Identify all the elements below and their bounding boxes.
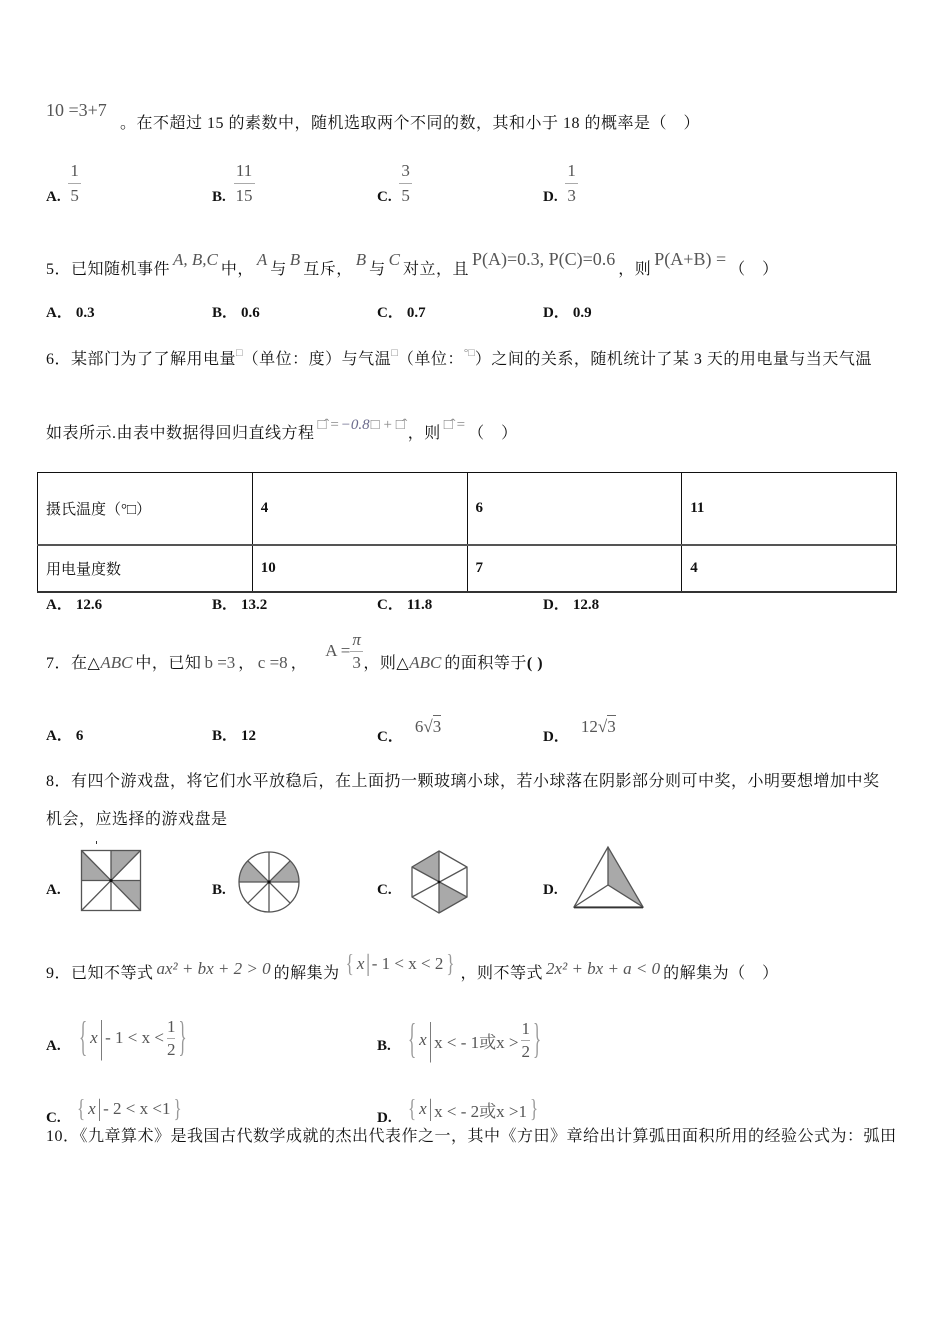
q6-option-c <box>377 595 432 615</box>
option-label: B． <box>212 597 238 613</box>
option-label: D． <box>543 597 569 613</box>
option-label: B． <box>212 728 238 744</box>
q9-option-c-label: C. <box>46 1110 61 1126</box>
q9-option-c-set <box>74 1093 185 1125</box>
set-variable: x <box>356 954 365 973</box>
q5-math: B <box>355 250 367 269</box>
missing-glyph-box: □ <box>391 347 398 359</box>
q8-option-a-label: A. <box>46 882 61 898</box>
q7-text: ，则△ <box>363 655 410 672</box>
fraction <box>399 161 412 206</box>
option-label: C. <box>377 189 392 205</box>
q5-math: A <box>256 250 268 269</box>
q9-text: 的解集为 <box>273 965 340 982</box>
radicand: 3 <box>607 717 616 736</box>
q5-math: P(A)=0.3, P(C)=0.6 <box>471 249 616 269</box>
q6-text: （ ） <box>468 425 518 442</box>
table-row <box>38 545 897 592</box>
option-label: D． <box>543 729 569 745</box>
set-variable: x <box>419 1030 427 1049</box>
q5-text: （ ） <box>729 261 779 278</box>
table-cell: 11 <box>682 473 897 545</box>
left-brace: { <box>408 1015 417 1063</box>
fraction <box>167 1016 176 1061</box>
q7-text: ， <box>238 655 255 672</box>
stray-mark <box>96 841 97 844</box>
degree-unit-box: °□ <box>463 347 475 359</box>
denominator: 3 <box>352 653 362 672</box>
data-table <box>37 472 897 593</box>
option-value: 0.9 <box>572 305 592 321</box>
q4-option-c <box>377 161 412 207</box>
q6-text: ，则 <box>407 425 441 442</box>
angle-fraction <box>350 631 363 672</box>
right-brace: } <box>446 949 455 978</box>
option-label: A． <box>46 305 72 321</box>
option-label: A． <box>46 597 72 613</box>
q10-text: 10．《九章算术》是我国古代数学成就的杰出代表作之一，其中《方田》章给出计算弧田面积所用的经验公式为：弧田 <box>46 1128 897 1145</box>
missing-glyph-box: □ <box>236 347 243 359</box>
option-value: 12 <box>241 728 257 744</box>
q8-text: 8．有四个游戏盘，将它们水平放稳后，在上面扔一颗玻璃小球，若小球落在阴影部分则可中奖，小明要想增加中奖 <box>46 773 880 790</box>
q5-math: C <box>388 250 400 269</box>
fraction <box>565 161 578 206</box>
inequality-2: 2x² + bx + a < 0 <box>546 959 661 978</box>
set-variable: x <box>90 1028 98 1047</box>
denominator: 2 <box>166 1039 176 1059</box>
right-brace: } <box>532 1015 542 1063</box>
denominator: 3 <box>567 186 576 205</box>
right-brace: } <box>529 1094 539 1123</box>
q5-option-d <box>543 303 592 323</box>
option-label: A. <box>46 189 61 205</box>
set-divider: | <box>366 950 370 977</box>
set-condition: x < - 1或x > <box>434 1032 519 1052</box>
q9-option-b-label: B. <box>377 1038 391 1054</box>
q9-option-d-set <box>405 1093 541 1125</box>
numerator: 3 <box>401 161 410 180</box>
angle-a-label: A = <box>325 641 351 660</box>
set-condition: - 2 < x <1 <box>103 1099 171 1118</box>
fraction-bar <box>399 183 412 184</box>
square-game-board-icon <box>80 849 142 912</box>
regression-slope: −0.8 <box>340 417 370 433</box>
q6-text: ）之间的关系，随机统计了某 3 天的用电量与当天气温 <box>474 351 872 368</box>
q5-option-a <box>46 303 95 323</box>
q6-option-d <box>543 595 599 615</box>
q6-option-b <box>212 595 267 615</box>
denominator: 15 <box>235 186 253 205</box>
denominator: 2 <box>521 1041 530 1061</box>
option-value: 12.8 <box>572 597 600 613</box>
sqrt-expression <box>581 717 616 736</box>
set-condition: - 1 < x < <box>105 1028 164 1047</box>
q7-option-b <box>212 726 256 746</box>
numerator: 11 <box>235 161 253 180</box>
set-condition: - 1 < x < 2 <box>371 954 444 973</box>
fraction <box>234 161 255 206</box>
option-label: B. <box>212 189 226 205</box>
option-value: 6 <box>75 728 84 744</box>
q7-text: 的面积等于 <box>444 655 527 672</box>
inequality-1: ax² + bx + 2 > 0 <box>156 959 271 978</box>
coefficient: 6 <box>414 717 424 736</box>
fraction-bar <box>68 183 81 184</box>
sqrt-icon: √ <box>597 717 608 736</box>
q9-option-a-set <box>76 1012 190 1064</box>
q9-text: 的解集为（ ） <box>663 965 779 982</box>
q8-stem-line1 <box>46 772 880 792</box>
q9-option-b-set <box>405 1014 544 1066</box>
numerator: 1 <box>70 161 79 180</box>
option-label: C． <box>377 729 403 745</box>
fraction-bar <box>234 183 255 184</box>
q5-text: 与 <box>270 261 287 278</box>
option-value: 0.7 <box>406 305 426 321</box>
q4-option-a <box>46 161 81 207</box>
numerator: 1 <box>567 161 576 180</box>
q5-math: B <box>289 250 301 269</box>
option-label: C． <box>377 597 403 613</box>
option-label: D． <box>543 305 569 321</box>
regression-query: □̂ = <box>443 417 466 433</box>
q8-stem-line2 <box>46 810 228 830</box>
sqrt-expression <box>415 717 441 736</box>
triangle-game-board-icon <box>571 844 647 910</box>
denominator: 5 <box>70 186 79 205</box>
q6-stem-line1 <box>46 347 872 371</box>
left-brace: { <box>79 1013 88 1061</box>
left-brace: { <box>408 1094 417 1123</box>
q7-math: b =3 <box>204 653 236 672</box>
table-row-header: 摄氏温度（°□） <box>38 473 253 545</box>
q6-stem-line2 <box>46 417 518 444</box>
option-label: B． <box>212 305 238 321</box>
q5-text: 5．已知随机事件 <box>46 261 171 278</box>
sqrt-icon: √ <box>423 717 433 736</box>
option-label: D. <box>543 189 558 205</box>
q5-text: 与 <box>369 261 386 278</box>
q7-option-a <box>46 726 83 746</box>
set-divider: | <box>99 1012 104 1062</box>
q5-text: 中， <box>220 261 254 278</box>
fraction <box>68 161 81 206</box>
regression-lhs: □̂ = <box>317 417 339 433</box>
q5-math: A, B,C <box>173 250 218 269</box>
radicand: 3 <box>432 717 442 736</box>
option-value: 12.6 <box>75 597 103 613</box>
coefficient: 12 <box>580 717 598 736</box>
option-label: A． <box>46 728 72 744</box>
set-variable: x <box>419 1099 427 1118</box>
q6-text: （单位：度）与气温 <box>242 351 392 368</box>
set-divider: | <box>428 1095 433 1122</box>
q5-text: 对立，且 <box>402 261 469 278</box>
q9-text: ，则不等式 <box>460 965 544 982</box>
q7-math: ABC <box>100 653 133 672</box>
fraction-bar <box>565 183 578 184</box>
q7-stem <box>46 631 543 674</box>
table-cell: 6 <box>467 473 682 545</box>
table-row <box>38 473 897 545</box>
q7-math: c =8 <box>257 653 288 672</box>
q7-text: ， <box>290 655 308 672</box>
q8-option-b-label: B. <box>212 882 226 898</box>
circle-game-board-icon <box>237 850 301 914</box>
q10-stem <box>46 1127 897 1147</box>
option-value: 13.2 <box>241 597 268 613</box>
q6-text: （单位： <box>397 351 464 368</box>
set-variable: x <box>88 1099 96 1118</box>
q8-text: 机会，应选择的游戏盘是 <box>46 811 228 828</box>
q6-text: 如表所示.由表中数据得回归直线方程 <box>46 425 315 442</box>
table-row-header: 用电量度数 <box>38 545 253 592</box>
table-cell: 4 <box>682 545 897 592</box>
option-value: 0.3 <box>75 305 95 321</box>
q7-text: 7．在△ <box>46 655 101 672</box>
q7-option-c <box>377 717 444 747</box>
q4-math-prefix: 10 =3+7 <box>46 100 107 120</box>
q7-option-d <box>543 717 619 747</box>
q5-math: P(A+B) = <box>654 249 727 269</box>
option-value: 0.6 <box>241 305 260 321</box>
q6-option-a <box>46 595 102 615</box>
q5-option-c <box>377 303 426 323</box>
regression-rhs: □ + □̂ <box>370 417 405 433</box>
q8-option-c-label: C. <box>377 882 392 898</box>
fraction-bar <box>350 651 363 652</box>
solution-set <box>343 949 458 978</box>
q7-math: ABC <box>409 653 442 672</box>
q4-stem <box>120 114 700 134</box>
q4-option-d <box>543 161 578 207</box>
left-brace: { <box>345 949 354 978</box>
numerator: π <box>352 630 362 649</box>
q6-text: 6．某部门为了了解用电量 <box>46 351 237 368</box>
table-cell: 7 <box>467 545 682 592</box>
q9-stem <box>46 949 779 984</box>
q7-text: 中，已知 <box>135 655 202 672</box>
denominator: 5 <box>401 186 410 205</box>
q5-stem <box>46 249 779 280</box>
set-condition: x < - 2或x >1 <box>434 1101 527 1121</box>
q5-text: 互斥， <box>303 261 353 278</box>
numerator: 1 <box>166 1016 176 1036</box>
table-cell: 10 <box>252 545 467 592</box>
q5-text: ，则 <box>618 261 652 278</box>
q4-stem-text: 。在不超过 15 的素数中，随机选取两个不同的数，其和小于 18 的概率是（ ） <box>120 115 701 132</box>
set-divider: | <box>97 1095 102 1122</box>
q9-text: 9．已知不等式 <box>46 965 154 982</box>
q9-option-a-label: A. <box>46 1038 61 1054</box>
q7-blank: ( ) <box>526 655 544 672</box>
right-brace: } <box>173 1094 182 1123</box>
q8-option-d-label: D. <box>543 882 558 898</box>
table-cell: 4 <box>252 473 467 545</box>
option-value: 11.8 <box>406 597 433 613</box>
q5-option-b <box>212 303 260 323</box>
set-divider: | <box>428 1014 433 1064</box>
right-brace: } <box>178 1013 187 1061</box>
left-brace: { <box>77 1094 86 1123</box>
fraction <box>521 1018 530 1063</box>
numerator: 1 <box>521 1018 530 1038</box>
hexagon-game-board-icon <box>410 849 470 915</box>
option-label: C． <box>377 305 403 321</box>
q4-option-b <box>212 161 255 207</box>
q9-option-d-label: D. <box>377 1110 392 1126</box>
